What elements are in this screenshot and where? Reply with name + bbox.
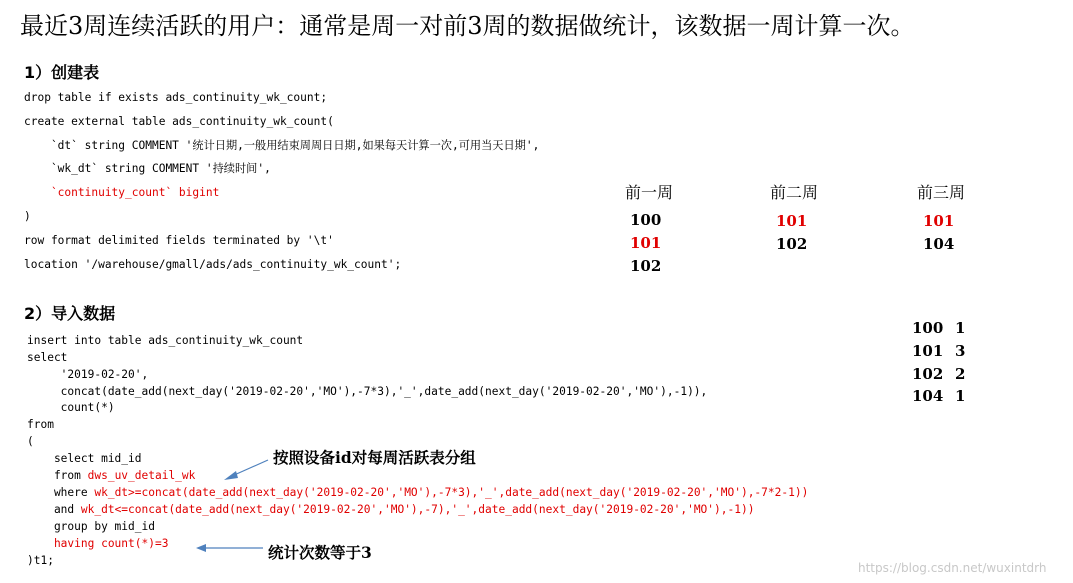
- count-value: 3: [955, 342, 966, 360]
- sql-line: create external table ads_continuity_wk_count(: [24, 115, 334, 128]
- sql-line: drop table if exists ads_continuity_wk_count;: [24, 91, 328, 104]
- sql-condition-highlight: wk_dt<=concat(date_add(next_day('2019-02-20','MO'),-7),'_',date_add(next_day('2019-02-20','MO'),-1)): [80, 503, 755, 516]
- sql-line: from: [27, 418, 54, 431]
- sql-line: (: [27, 435, 34, 448]
- count-id: 101: [912, 342, 944, 360]
- weeks-header-3: 前三周: [917, 183, 966, 202]
- sql-line: select: [27, 351, 68, 364]
- weeks-cell-highlight: 101: [776, 212, 808, 230]
- sql-line: ): [24, 210, 31, 223]
- watermark: https://blog.csdn.net/wuxintdrh: [858, 561, 1047, 575]
- weeks-cell: 102: [776, 235, 808, 253]
- page-title: 最近3周连续活跃的用户：通常是周一对前3周的数据做统计，该数据一周计算一次。: [20, 12, 915, 40]
- count-id: 104: [912, 387, 944, 405]
- weeks-cell: 104: [923, 235, 955, 253]
- sql-line: '2019-02-20',: [27, 368, 149, 381]
- sql-line: group by mid_id: [27, 520, 155, 533]
- group-note: 按照设备id对每周活跃表分组: [273, 448, 476, 467]
- sql-keyword: from: [27, 469, 88, 482]
- sql-keyword: and: [27, 503, 81, 516]
- weeks-header-2: 前二周: [770, 183, 819, 202]
- sql-line-highlight: `continuity_count` bigint: [24, 186, 220, 199]
- sql-table-highlight: dws_uv_detail_wk: [87, 469, 196, 482]
- count-value: 1: [955, 319, 966, 337]
- weeks-header-1: 前一周: [625, 183, 674, 202]
- count-value: 2: [955, 365, 966, 383]
- weeks-cell-highlight: 101: [923, 212, 955, 230]
- sql-line-highlight: having count(*)=3: [27, 537, 169, 550]
- count-id: 102: [912, 365, 944, 383]
- sql-line: row format delimited fields terminated by '\t': [24, 234, 334, 247]
- sql-line: insert into table ads_continuity_wk_count: [27, 334, 304, 347]
- weeks-cell: 100: [630, 211, 662, 229]
- weeks-cell-highlight: 101: [630, 234, 662, 252]
- sql-keyword: where: [27, 486, 95, 499]
- count-note: 统计次数等于3: [268, 543, 372, 562]
- sql-line: )t1;: [27, 554, 54, 567]
- sql-line: count(*): [27, 401, 115, 414]
- count-value: 1: [955, 387, 966, 405]
- section-header-import: 2）导入数据: [24, 304, 116, 323]
- count-id: 100: [912, 319, 944, 337]
- sql-line: location '/warehouse/gmall/ads/ads_continuity_wk_count';: [24, 258, 402, 271]
- sql-line: select mid_id: [27, 452, 142, 465]
- section-header-create: 1）创建表: [24, 63, 100, 82]
- sql-condition-highlight: wk_dt>=concat(date_add(next_day('2019-02-20','MO'),-7*3),'_',date_add(next_day('2019-02-20','MO'),-7*2-1)): [94, 486, 809, 499]
- sql-line: concat(date_add(next_day('2019-02-20','MO'),-7*3),'_',date_add(next_day('2019-02-20','MO'),-1)),: [27, 385, 708, 398]
- sql-line: `wk_dt` string COMMENT '持续时间',: [24, 162, 271, 175]
- weeks-cell: 102: [630, 257, 662, 275]
- sql-line: `dt` string COMMENT '统计日期,一般用结束周周日日期,如果每天计算一次,可用当天日期',: [24, 139, 540, 152]
